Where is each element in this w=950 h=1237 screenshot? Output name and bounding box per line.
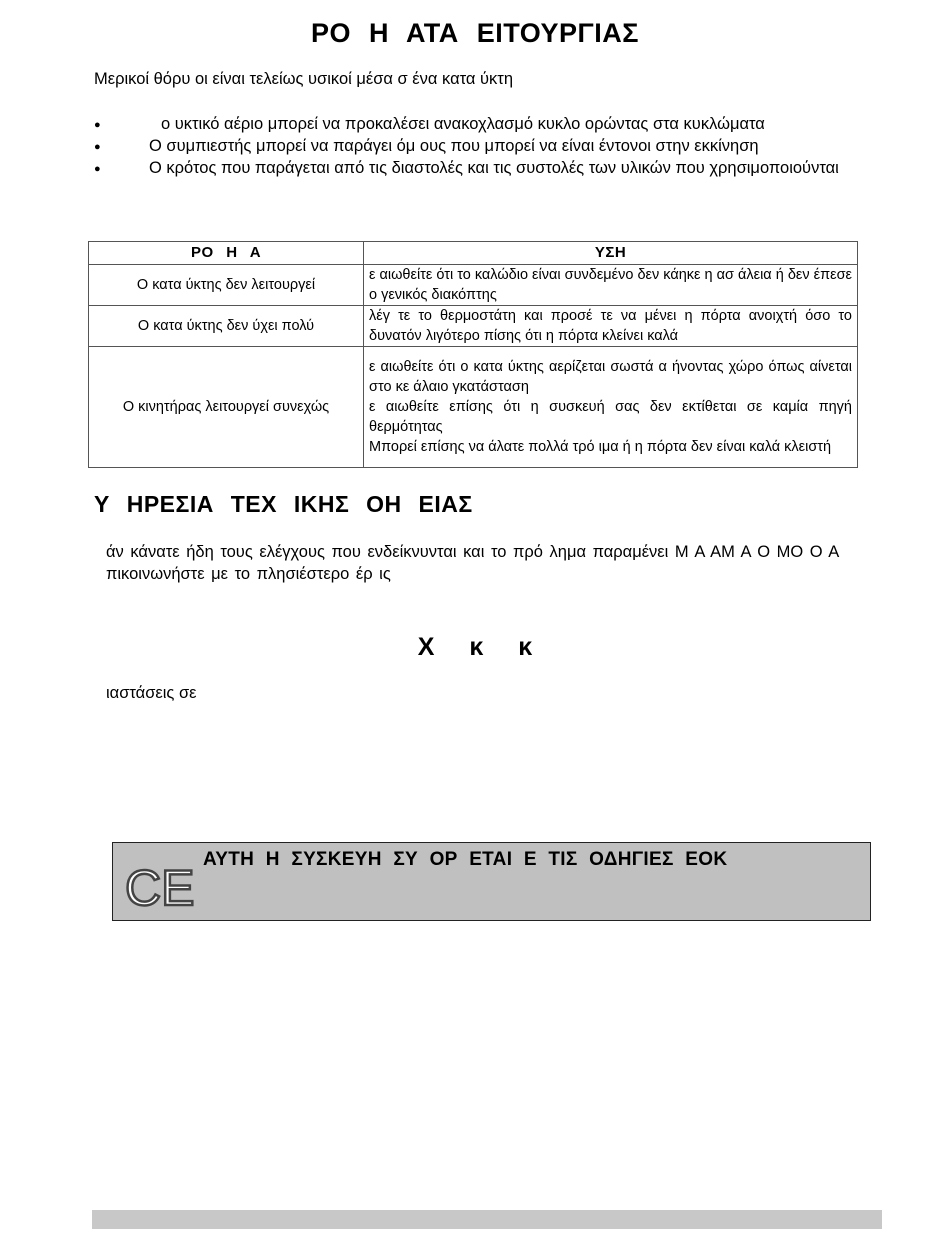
solution-cell [364,347,858,468]
problem-cell: Ο κατα ύκτης δεν ύχει πολύ [89,306,364,347]
table-header-row [89,242,858,265]
ce-notice-text: ΑΥΤΗ Η ΣΥΣΚΕΥΗ ΣΥ ΟΡ ΕΤΑΙ Ε ΤΙΣ ΟΔΗΓΙΕΣ ΕΟΚ [203,849,728,870]
bullet-text: Ο κρότος που παράγεται από τις διαστολές και τις συστολές των υλικών που χρησιμοποιούνται [149,159,839,177]
bullet-icon: ● [94,119,101,131]
noise-bullet-list [94,113,884,179]
bullet-item [94,113,884,135]
solution-cell [364,306,858,347]
column-header-solution: ΥΣΗ [364,242,858,265]
page-title: ΡΟ Η ΑΤΑ ΕΙΤΟΥΡΓΙΑΣ [311,18,639,48]
bullet-icon: ● [94,141,101,153]
solution-text: λέγ τε το θερμοστάτη και προσέ τε να μένει η πόρτα ανοιχτή όσο το δυνατόν λιγότερο πίσης ότι η πόρτα κλείνει καλά [369,308,852,344]
ce-compliance-box [112,842,871,921]
problem-cell: Ο κατα ύκτης δεν λειτουργεί [89,265,364,306]
intro-text: Μερικοί θόρυ οι είναι τελείως υσικοί μέσα σ ένα κατα ύκτη [94,70,514,88]
table-row [89,347,858,468]
bullet-item [94,157,884,179]
bullet-item [94,135,884,157]
problem-cell: Ο κινητήρας λειτουργεί συνεχώς [89,347,364,468]
bullet-icon: ● [94,163,101,175]
characteristics-heading: Χ κ κ [417,633,533,661]
solution-text: Μπορεί επίσης να άλατε πολλά τρό ιμα ή η πόρτα δεν είναι καλά κλειστή [369,439,832,455]
bullet-text: Ο συμπιεστής μπορεί να παράγει όμ ους που μπορεί να είναι έντονοι στην εκκίνηση [149,137,759,155]
troubleshooting-table [88,241,858,468]
ce-mark-text: CE [125,860,195,916]
service-heading: Υ ΗΡΕΣΙΑ ΤΕΧ ΙΚΗΣ ΟΗ ΕΙΑΣ [94,491,473,517]
service-text: άν κάνατε ήδη τους ελέγχους που ενδείκνυνται και το πρό λημα παραμένει Μ Α ΑΜ Α Ο ΜΟ Ο Α πικοινωνήστε με το πλησιέστερο έρ ις [106,543,839,583]
solution-text: ε αιωθείτε ότι ο κατα ύκτης αερίζεται σωστά α ήνοντας χώρο όπως αίνεται στο κε άλαιο γκατάσταση [369,359,852,395]
solution-text: ε αιωθείτε ότι το καλώδιο είναι συνδεμένο δεν κάηκε η ασ άλεια ή δεν έπεσε ο γενικός διακόπτης [369,267,852,303]
bullet-text: ο υκτικό αέριο μπορεί να προκαλέσει ανακοχλασμό κυκλο ορώντας στα κυκλώματα [161,115,765,133]
table-row [89,265,858,306]
dimensions-label: ιαστάσεις σε [106,684,197,702]
table-row [89,306,858,347]
solution-cell [364,265,858,306]
footer-bar [92,1210,882,1229]
column-header-problem: ΡΟ Η Α [89,242,364,265]
ce-mark-icon [123,860,195,916]
solution-text: ε αιωθείτε επίσης ότι η συσκευή σας δεν εκτίθεται σε καμία πηγή θερμότητας [369,399,852,435]
